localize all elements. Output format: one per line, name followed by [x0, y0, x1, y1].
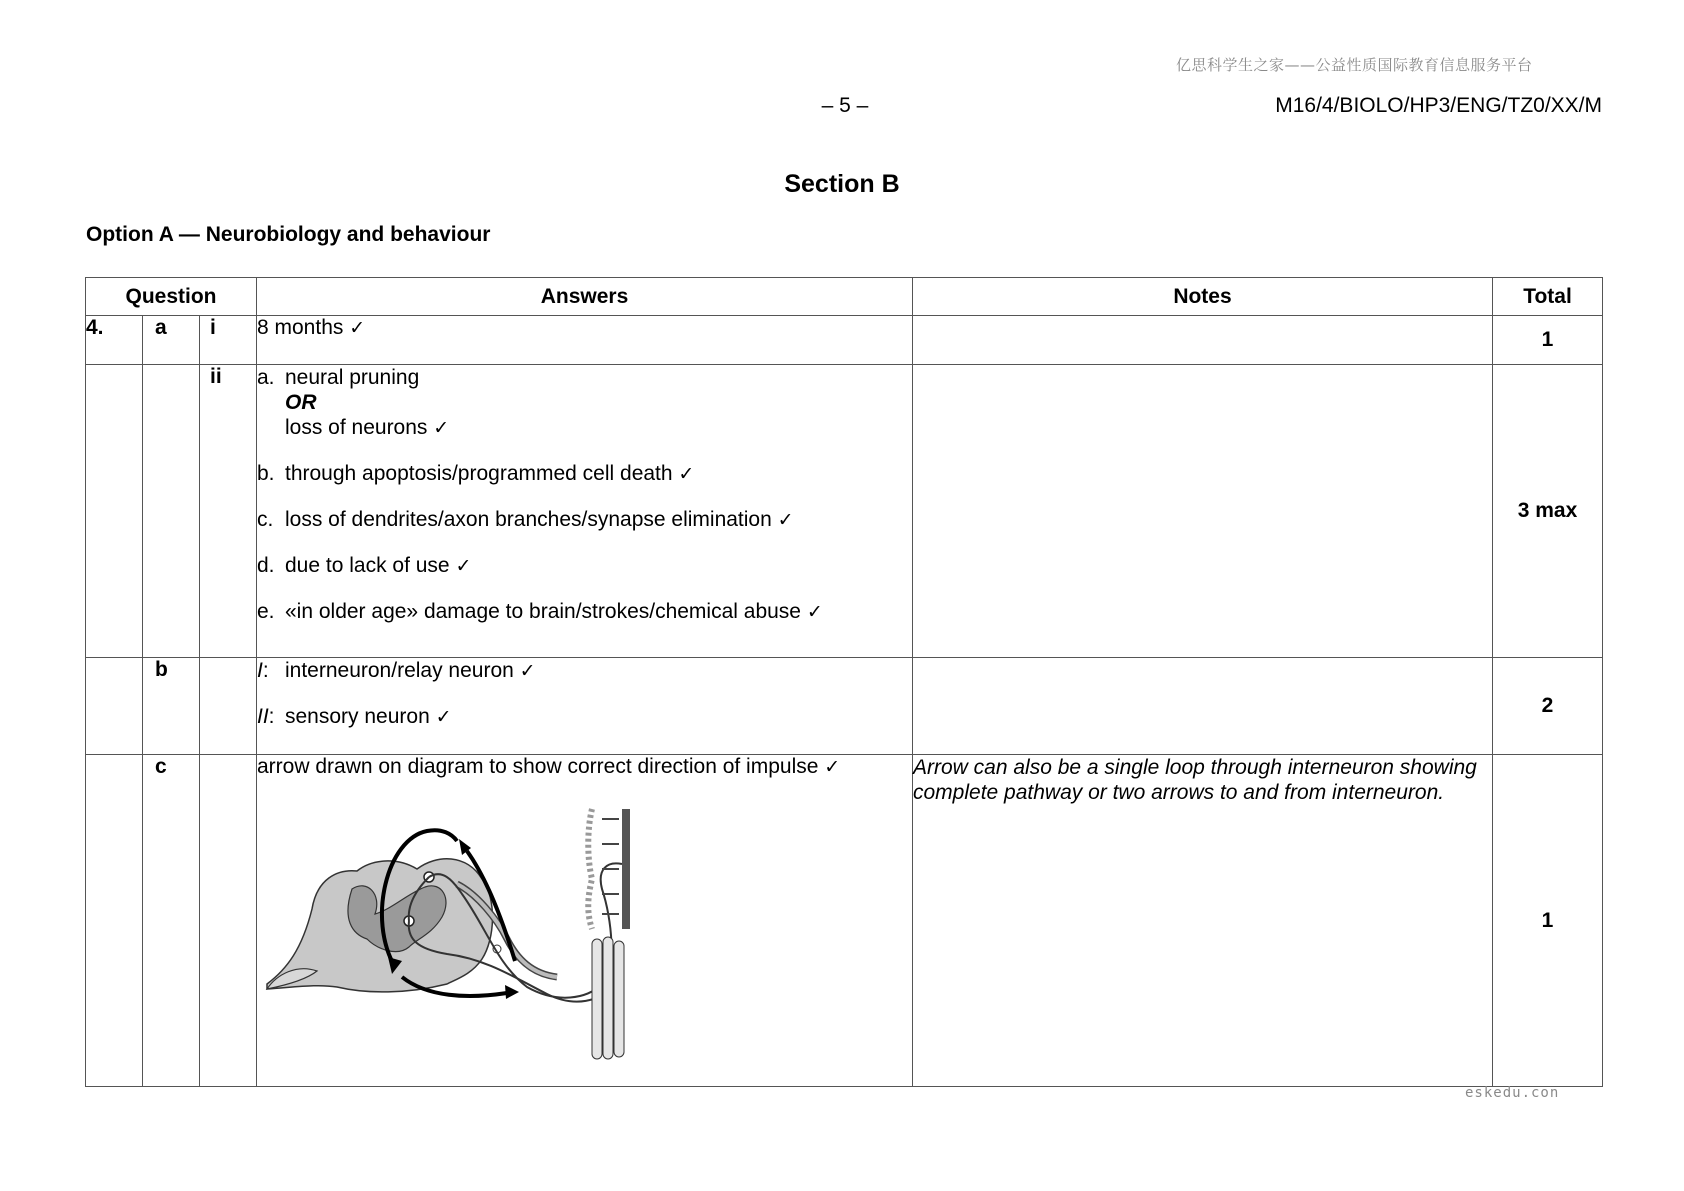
- watermark-top: 亿思科学生之家——公益性质国际教育信息服务平台: [1176, 56, 1533, 74]
- markscheme-table: [85, 277, 1603, 1087]
- page-number: – 5 –: [821, 94, 869, 117]
- header-question: Question: [86, 278, 257, 316]
- header-notes: Notes: [913, 278, 1493, 316]
- question-number: [86, 755, 143, 1087]
- section-title: Section B: [784, 170, 900, 198]
- table-row: [86, 365, 1603, 658]
- answer-item: II: sensory neuron ✓: [257, 705, 452, 728]
- total-cell: 1: [1493, 316, 1603, 365]
- question-subpart: i: [200, 316, 257, 365]
- tick-icon: ✓: [435, 706, 452, 728]
- question-number: [86, 658, 143, 755]
- question-part: c: [143, 755, 200, 1087]
- answer-item: I: interneuron/relay neuron ✓: [257, 659, 536, 682]
- watermark-bottom: eskedu.con: [1465, 1085, 1560, 1101]
- muscle-fibre: [592, 939, 602, 1059]
- tick-icon: ✓: [824, 756, 841, 778]
- notes-cell: Arrow can also be a single loop through interneuron showing complete pathway or two arrows to and from interneuron.: [913, 755, 1493, 1087]
- table-row: [86, 658, 1603, 755]
- notes-cell: [913, 658, 1493, 755]
- tick-icon: ✓: [349, 317, 366, 339]
- tick-icon: ✓: [519, 660, 536, 682]
- table-row: [86, 755, 1603, 1087]
- answer-item: b. through apoptosis/programmed cell death ✓: [257, 462, 695, 485]
- tick-icon: ✓: [806, 601, 823, 623]
- answer-cell: [257, 755, 913, 1087]
- total-cell: 3 max: [1493, 365, 1603, 658]
- header-answers: Answers: [257, 278, 913, 316]
- answer-item: d. due to lack of use ✓: [257, 554, 472, 577]
- table-row: [86, 316, 1603, 365]
- tick-icon: ✓: [678, 463, 695, 485]
- header-total: Total: [1493, 278, 1603, 316]
- answer-item: a. neural pruning OR loss of neurons ✓: [257, 366, 450, 439]
- or-keyword: OR: [285, 391, 317, 414]
- question-subpart: ii: [200, 365, 257, 658]
- question-number: [86, 365, 143, 658]
- question-subpart: [200, 755, 257, 1087]
- tick-icon: ✓: [777, 509, 794, 531]
- answer-cell: [257, 316, 913, 365]
- question-number: 4.: [86, 316, 143, 365]
- arrowhead: [505, 985, 519, 999]
- option-title: Option A — Neurobiology and behaviour: [86, 223, 491, 246]
- question-subpart: [200, 658, 257, 755]
- question-part: [143, 365, 200, 658]
- answer-item: e. «in older age» damage to brain/strokes/chemical abuse ✓: [257, 600, 823, 623]
- notes-cell: [913, 316, 1493, 365]
- tick-icon: ✓: [433, 417, 450, 439]
- answer-cell: [257, 658, 913, 755]
- table-header-row: [86, 278, 1603, 316]
- reflex-arc-diagram: [257, 799, 657, 1061]
- notes-cell: [913, 365, 1493, 658]
- answer-text: arrow drawn on diagram to show correct direction of impulse: [257, 755, 819, 778]
- skin-layer: [622, 809, 630, 929]
- question-part: a: [143, 316, 200, 365]
- skin-cells: [588, 809, 592, 929]
- tick-icon: ✓: [455, 555, 472, 577]
- answer-cell: [257, 365, 913, 658]
- answer-text: 8 months: [257, 316, 344, 339]
- question-part: b: [143, 658, 200, 755]
- answer-item: c. loss of dendrites/axon branches/synapse elimination ✓: [257, 508, 794, 531]
- total-cell: 2: [1493, 658, 1603, 755]
- document-code: M16/4/BIOLO/HP3/ENG/TZ0/XX/M: [1275, 94, 1602, 117]
- total-cell: 1: [1493, 755, 1603, 1087]
